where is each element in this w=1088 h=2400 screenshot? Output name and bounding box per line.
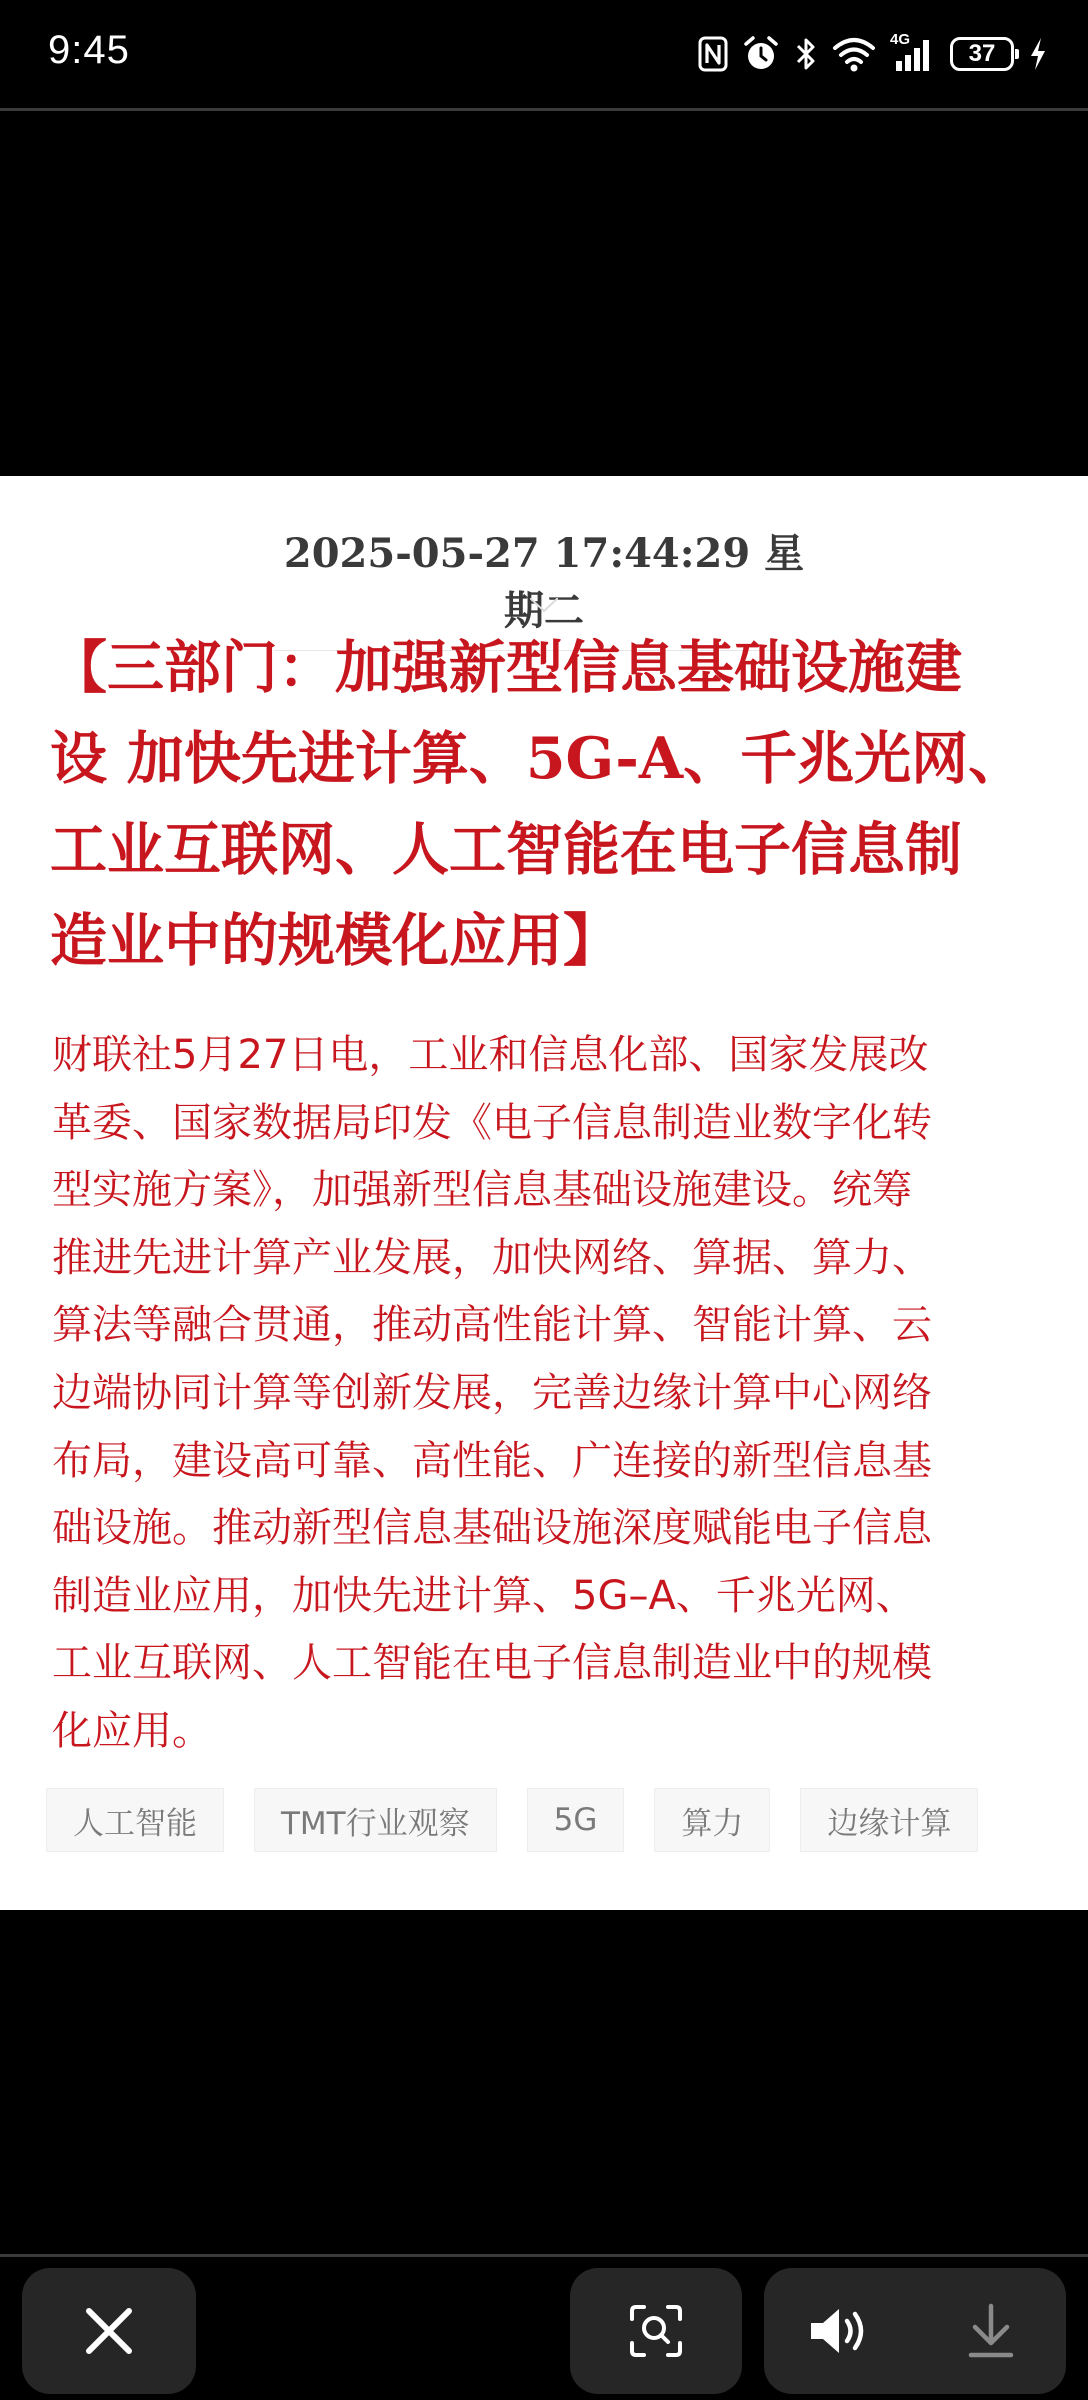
- media-actions-group: [764, 2268, 1066, 2394]
- headline-line: 【三部门：加强新型信息基础设施建: [50, 634, 962, 701]
- body-line: 型实施方案》，加强新型信息基础设施建设。统筹: [52, 1167, 912, 1214]
- download-button[interactable]: [931, 2268, 1051, 2394]
- status-bar: [0, 0, 1088, 110]
- status-time: 9:45: [48, 28, 130, 72]
- top-divider: [0, 108, 1088, 111]
- bottom-divider: [0, 2254, 1088, 2257]
- tag-edge-computing[interactable]: 边缘计算: [800, 1788, 978, 1852]
- body-line: 化应用。: [52, 1707, 212, 1754]
- charging-icon: [1028, 36, 1048, 72]
- headline-line: 设 加快先进计算、5G-A、千兆光网、: [50, 725, 1026, 792]
- status-icons: [698, 31, 1048, 74]
- tag-list: [46, 1788, 978, 1852]
- body-line: 工业互联网、人工智能在电子信息制造业中的规模: [52, 1640, 932, 1687]
- lens-search-button[interactable]: [570, 2268, 742, 2394]
- bluetooth-icon: [794, 35, 818, 73]
- battery-icon: [950, 37, 1014, 71]
- tag-ai[interactable]: 人工智能: [46, 1788, 224, 1852]
- download-icon: [966, 2302, 1016, 2360]
- caret-down-icon: [530, 598, 558, 612]
- article-image[interactable]: [0, 476, 1088, 1910]
- article-timestamp: 2025-05-27 17:44:29 星期二: [274, 522, 814, 651]
- headline-line: 造业中的规模化应用】: [50, 907, 620, 974]
- speaker-button[interactable]: [780, 2268, 900, 2394]
- body-line: 算法等融合贯通，推动高性能计算、智能计算、云: [52, 1302, 932, 1349]
- signal-icon: [890, 31, 936, 73]
- tag-computing-power[interactable]: 算力: [654, 1788, 770, 1852]
- tag-5g[interactable]: 5G: [527, 1788, 625, 1852]
- body-line: 制造业应用，加快先进计算、5G–A、千兆光网、: [52, 1572, 916, 1619]
- battery-level: 37: [968, 40, 996, 67]
- body-line: 础设施。推动新型信息基础设施深度赋能电子信息: [52, 1505, 932, 1552]
- speaker-icon: [807, 2305, 873, 2357]
- close-icon: [83, 2305, 135, 2357]
- nfc-icon: [698, 36, 728, 72]
- wifi-icon: [832, 36, 876, 72]
- lens-search-icon: [628, 2303, 684, 2359]
- body-line: 财联社5月27日电，工业和信息化部、国家发展改: [52, 1032, 929, 1078]
- alarm-icon: [742, 35, 780, 73]
- body-line: 革委、国家数据局印发《电子信息制造业数字化转: [52, 1099, 932, 1146]
- network-type-label: 4G: [890, 31, 911, 48]
- body-line: 推进先进计算产业发展，加快网络、算据、算力、: [52, 1234, 932, 1281]
- tag-tmt[interactable]: TMT行业观察: [254, 1788, 497, 1852]
- headline-line: 工业互联网、人工智能在电子信息制: [50, 816, 962, 883]
- article-headline: [50, 622, 1050, 986]
- article-body: [52, 1022, 1042, 1766]
- body-line: 边端协同计算等创新发展，完善边缘计算中心网络: [52, 1369, 932, 1416]
- body-line: 布局，建设高可靠、高性能、广连接的新型信息基: [52, 1437, 932, 1484]
- close-button[interactable]: [22, 2268, 196, 2394]
